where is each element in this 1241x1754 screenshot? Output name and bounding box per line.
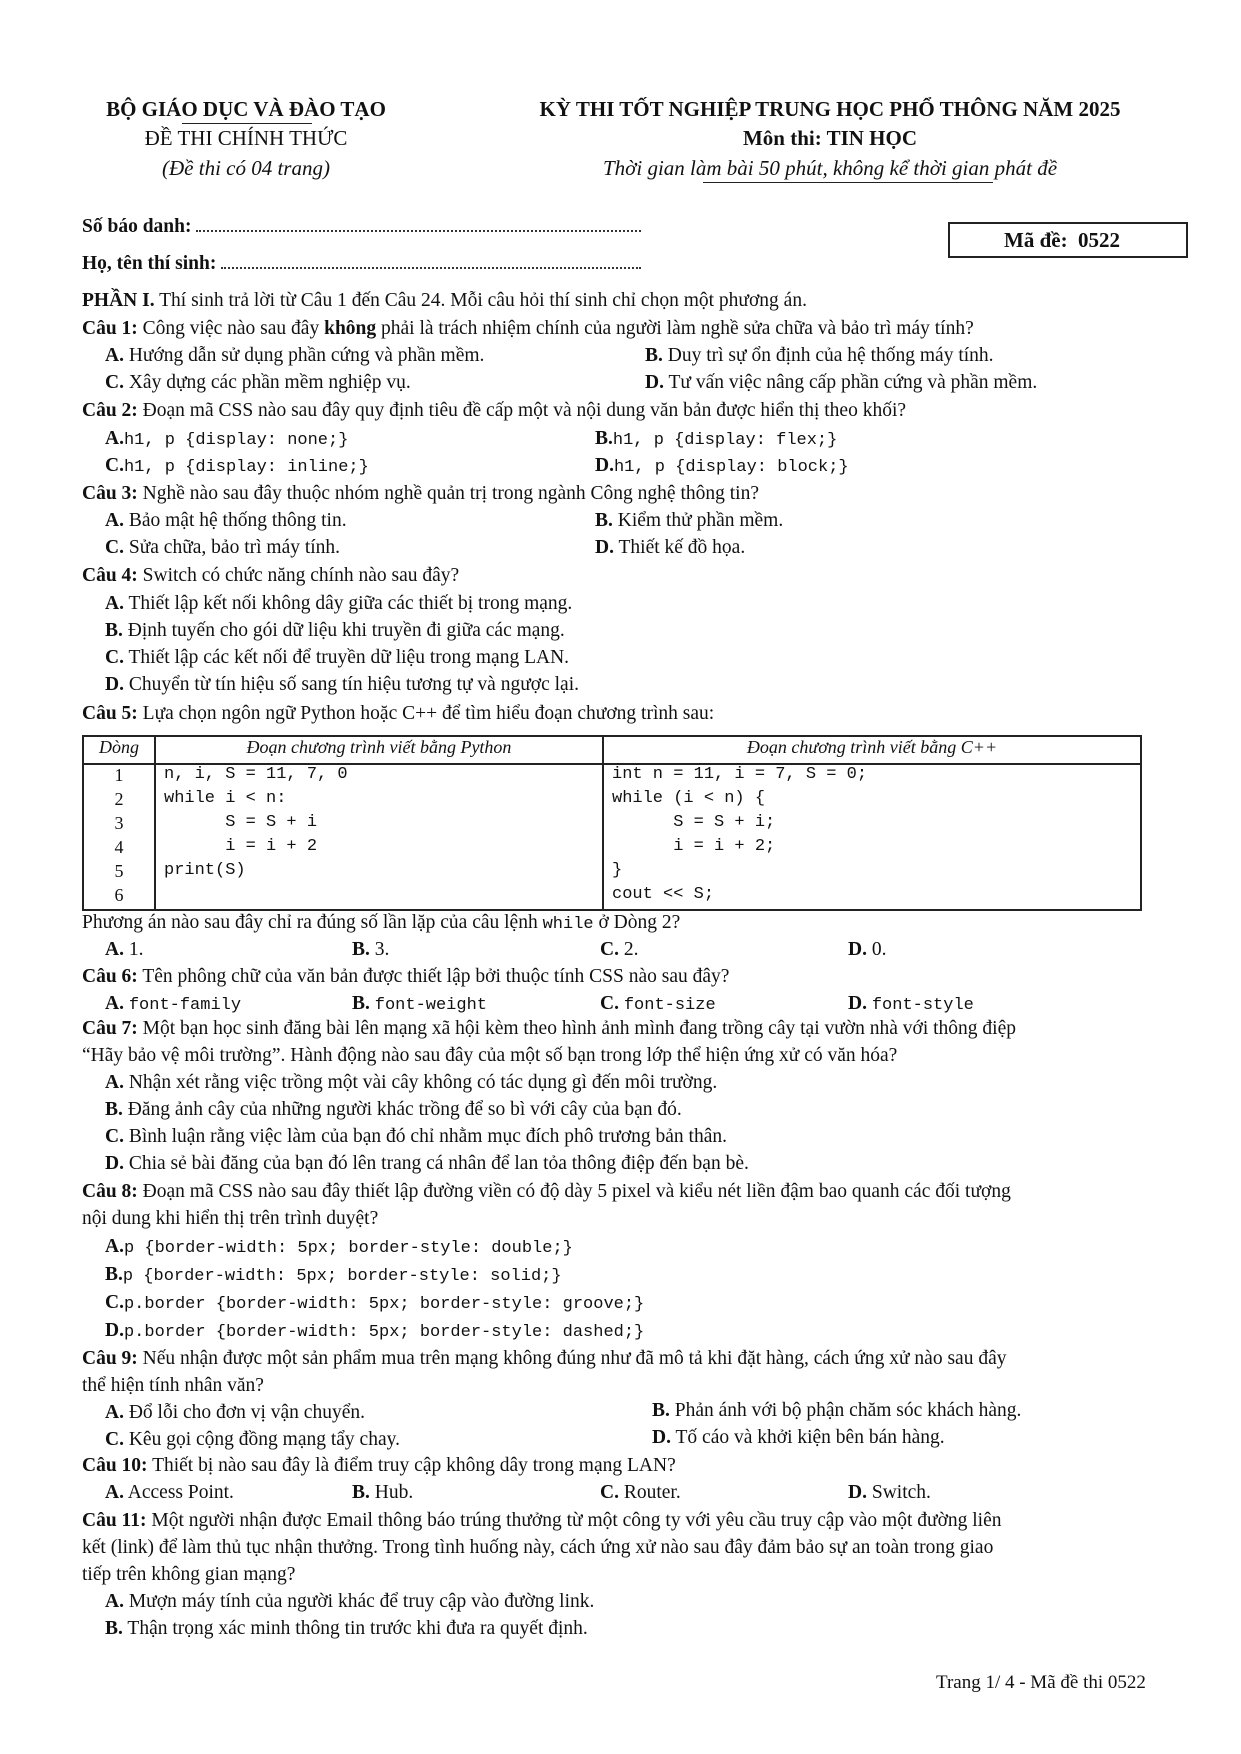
q6-option-c: C. font-size [600, 993, 716, 1015]
q4-stem [82, 565, 459, 587]
q7-stem-line1 [82, 1018, 1016, 1040]
name-label: Họ, tên thí sinh: [82, 253, 217, 274]
q1-text-post: phải là trách nhiệm chính của người làm nghề sửa chữa và bảo trì máy tính? [376, 318, 974, 339]
q11-stem-line3: tiếp trên không gian mạng? [82, 1564, 296, 1585]
cpp-code: S = S + i; [603, 813, 1141, 837]
line-number: 6 [83, 885, 155, 910]
q3-option-a: A. Bảo mật hệ thống thông tin. [105, 510, 347, 531]
q10-stem [82, 1455, 676, 1477]
q8-option-b: B.p {border-width: 5px; border-style: solid;} [105, 1264, 562, 1286]
exam-code-label: Mã đề: [1004, 228, 1068, 252]
q1-stem [82, 318, 974, 340]
q8-option-a: A.p {border-width: 5px; border-style: double;} [105, 1236, 573, 1258]
q10-text: Thiết bị nào sau đây là điểm truy cập không dây trong mạng LAN? [152, 1455, 676, 1476]
q7-option-b: B. Đăng ảnh cây của những người khác trồng để so bì với cây của bạn đó. [105, 1099, 682, 1120]
q4-option-b: B. Định tuyến cho gói dữ liệu khi truyền đi giữa các mạng. [105, 620, 565, 641]
q10-option-c: C. Router. [600, 1482, 681, 1503]
part1-title: PHẦN I. [82, 290, 155, 311]
q7-text1: Một bạn học sinh đăng bài lên mạng xã hội kèm theo hình ảnh mình đang trồng cây tại vườn nhà với thông điệp [142, 1018, 1016, 1039]
q2-label: Câu 2: [82, 400, 138, 421]
q6-option-a: A. font-family [105, 993, 242, 1015]
q2-option-c: C.h1, p {display: inline;} [105, 455, 369, 477]
col-line-header: Dòng [83, 736, 155, 764]
code-row [83, 789, 1141, 813]
q5-question-code: while [542, 915, 594, 934]
python-code: i = i + 2 [155, 837, 603, 861]
q5-text: Lựa chọn ngôn ngữ Python hoặc C++ để tìm hiểu đoạn chương trình sau: [142, 703, 715, 724]
q6-option-b: B. font-weight [352, 993, 487, 1015]
line-number: 3 [83, 813, 155, 837]
q5-question [82, 912, 680, 934]
q2-option-d: D.h1, p {display: block;} [595, 455, 849, 477]
q9-option-d: D. Tố cáo và khởi kiện bên bán hàng. [652, 1427, 945, 1448]
q7-option-d: D. Chia sẻ bài đăng của bạn đó lên trang cá nhân để lan tỏa thông điệp đến bạn bè. [105, 1153, 749, 1174]
q6-label: Câu 6: [82, 966, 138, 987]
page-count: (Đề thi có 04 trang) [162, 156, 330, 180]
q11-option-b: B. Thận trọng xác minh thông tin trước khi đưa ra quyết định. [105, 1618, 588, 1639]
line-number: 5 [83, 861, 155, 885]
q8-option-d: D.p.border {border-width: 5px; border-style: dashed;} [105, 1320, 645, 1342]
sbd-label: Số báo danh: [82, 216, 192, 237]
q3-option-c: C. Sửa chữa, bảo trì máy tính. [105, 537, 341, 558]
q8-label: Câu 8: [82, 1181, 138, 1202]
python-code: while i < n: [155, 789, 603, 813]
q5-option-b: B. 3. [352, 939, 390, 960]
header-underline-left [182, 123, 312, 124]
q1-option-d: D. Tư vấn việc nâng cấp phần cứng và phần mềm. [645, 372, 1038, 393]
q5-option-d: D. 0. [848, 939, 887, 960]
python-code [155, 885, 603, 910]
line-number: 2 [83, 789, 155, 813]
q9-stem-line1 [82, 1348, 1006, 1370]
sbd-blank [196, 216, 641, 232]
code-row [83, 813, 1141, 837]
q6-option-d: D. font-style [848, 993, 974, 1015]
code-row [83, 764, 1141, 789]
q3-text: Nghề nào sau đây thuộc nhóm nghề quản trị trong ngành Công nghệ thông tin? [142, 483, 759, 504]
line-number: 4 [83, 837, 155, 861]
python-code: print(S) [155, 861, 603, 885]
q7-option-a: A. Nhận xét rằng việc trồng một vài cây không có tác dụng gì đến môi trường. [105, 1072, 718, 1093]
q9-option-a: A. Đổ lỗi cho đơn vị vận chuyển. [105, 1402, 365, 1423]
q1-option-c: C. Xây dựng các phần mềm nghiệp vụ. [105, 372, 411, 393]
q3-label: Câu 3: [82, 483, 138, 504]
q10-label: Câu 10: [82, 1455, 148, 1476]
q2-option-a: A.h1, p {display: none;} [105, 428, 349, 450]
q5-option-c: C. 2. [600, 939, 639, 960]
q2-stem [82, 400, 906, 422]
cpp-code: i = i + 2; [603, 837, 1141, 861]
exam-code-value: 0522 [1078, 228, 1120, 252]
header-underline-right [703, 182, 993, 183]
q5-label: Câu 5: [82, 703, 138, 724]
q11-label: Câu 11: [82, 1510, 147, 1531]
q6-stem [82, 966, 729, 988]
q3-option-b: B. Kiểm thử phần mềm. [595, 510, 784, 531]
q4-text: Switch có chức năng chính nào sau đây? [142, 565, 460, 586]
q7-label: Câu 7: [82, 1018, 138, 1039]
q7-stem-line2: “Hãy bảo vệ môi trường”. Hành động nào sau đây của một số bạn trong lớp thể hiện ứng xử có văn hóa? [82, 1045, 898, 1066]
python-code: S = S + i [155, 813, 603, 837]
q9-option-b: B. Phản ánh với bộ phận chăm sóc khách hàng. [652, 1400, 1022, 1421]
q8-text1: Đoạn mã CSS nào sau đây thiết lập đường viền có độ dày 5 pixel và kiểu nét liền đậm bao quanh các đối tượng [142, 1181, 1011, 1202]
python-code: n, i, S = 11, 7, 0 [155, 764, 603, 789]
q3-option-d: D. Thiết kế đồ họa. [595, 537, 746, 558]
q2-text: Đoạn mã CSS nào sau đây quy định tiêu đề cấp một và nội dung văn bản được hiển thị theo khối? [142, 400, 907, 421]
code-row [83, 837, 1141, 861]
q4-option-d: D. Chuyển từ tín hiệu số sang tín hiệu tương tự và ngược lại. [105, 674, 579, 695]
exam-time: Thời gian làm bài 50 phút, không kể thời gian phát đề [602, 156, 1058, 180]
q5-question-pre: Phương án nào sau đây chỉ ra đúng số lần lặp của câu lệnh [82, 912, 543, 933]
q9-text1: Nếu nhận được một sản phẩm mua trên mạng không đúng như đã mô tả khi đặt hàng, cách ứng xử nào sau đây [142, 1348, 1007, 1369]
q2-option-b: B.h1, p {display: flex;} [595, 428, 838, 450]
q9-stem-line2: thể hiện tính nhân văn? [82, 1375, 264, 1396]
col-python-header: Đoạn chương trình viết bằng Python [155, 736, 603, 764]
q3-stem [82, 483, 759, 505]
q9-option-c: C. Kêu gọi cộng đồng mạng tẩy chay. [105, 1429, 400, 1450]
name-blank [221, 253, 641, 269]
q1-option-a: A. Hướng dẫn sử dụng phần cứng và phần mềm. [105, 345, 485, 366]
q7-option-c: C. Bình luận rằng việc làm của bạn đó chỉ nhằm mục đích phô trương bản thân. [105, 1126, 727, 1147]
cpp-code: int n = 11, i = 7, S = 0; [603, 764, 1141, 789]
sbd-row [82, 216, 641, 238]
q1-text-bold: không [324, 318, 377, 339]
code-row [83, 885, 1141, 910]
q4-option-c: C. Thiết lập các kết nối để truyền dữ liệu trong mạng LAN. [105, 647, 570, 668]
q8-option-c: C.p.border {border-width: 5px; border-style: groove;} [105, 1292, 645, 1314]
q5-stem [82, 703, 714, 725]
exam-code-box [948, 222, 1188, 258]
q1-label: Câu 1: [82, 318, 138, 339]
q11-stem-line2: kết (link) để làm thủ tục nhận thưởng. Trong tình huống này, cách ứng xử nào sau đây đảm bảo sự an toàn trong giao [82, 1537, 994, 1558]
q11-text1: Một người nhận được Email thông báo trúng thưởng từ một công ty với yêu cầu truy cập vào một đường liên [151, 1510, 1002, 1531]
q8-stem-line1 [82, 1181, 1011, 1203]
code-row [83, 861, 1141, 885]
q1-option-b: B. Duy trì sự ổn định của hệ thống máy tính. [645, 345, 994, 366]
q4-label: Câu 4: [82, 565, 138, 586]
part1-line [82, 290, 807, 312]
cpp-code: cout << S; [603, 885, 1141, 910]
q5-option-a: A. 1. [105, 939, 144, 960]
q9-label: Câu 9: [82, 1348, 138, 1369]
exam-title: KỲ THI TỐT NGHIỆP TRUNG HỌC PHỔ THÔNG NĂM 2025 [539, 97, 1121, 121]
col-cpp-header: Đoạn chương trình viết bằng C++ [603, 736, 1141, 764]
ministry-name: BỘ GIÁO DỤC VÀ ĐÀO TẠO [106, 97, 386, 121]
part1-instruction: Thí sinh trả lời từ Câu 1 đến Câu 24. Mỗi câu hỏi thí sinh chỉ chọn một phương án. [159, 290, 807, 311]
cpp-code: } [603, 861, 1141, 885]
page-footer: Trang 1/ 4 - Mã đề thi 0522 [936, 1672, 1146, 1693]
q11-option-a: A. Mượn máy tính của người khác để truy cập vào đường link. [105, 1591, 595, 1612]
code-table [82, 735, 1142, 911]
q1-text-pre: Công việc nào sau đây [142, 318, 325, 339]
q11-stem-line1 [82, 1510, 1002, 1532]
cpp-code: while (i < n) { [603, 789, 1141, 813]
q4-option-a: A. Thiết lập kết nối không dây giữa các thiết bị trong mạng. [105, 593, 573, 614]
line-number: 1 [83, 764, 155, 789]
q10-option-b: B. Hub. [352, 1482, 414, 1503]
q6-text: Tên phông chữ của văn bản được thiết lập bởi thuộc tính CSS nào sau đây? [142, 966, 730, 987]
q10-option-d: D. Switch. [848, 1482, 931, 1503]
name-row [82, 253, 641, 275]
q8-stem-line2: nội dung khi hiển thị trên trình duyệt? [82, 1208, 379, 1229]
q10-option-a: A. Access Point. [105, 1482, 234, 1503]
official-label: ĐỀ THI CHÍNH THỨC [144, 126, 348, 150]
q5-question-post: ở Dòng 2? [593, 912, 681, 933]
subject: Môn thi: TIN HỌC [742, 126, 918, 150]
